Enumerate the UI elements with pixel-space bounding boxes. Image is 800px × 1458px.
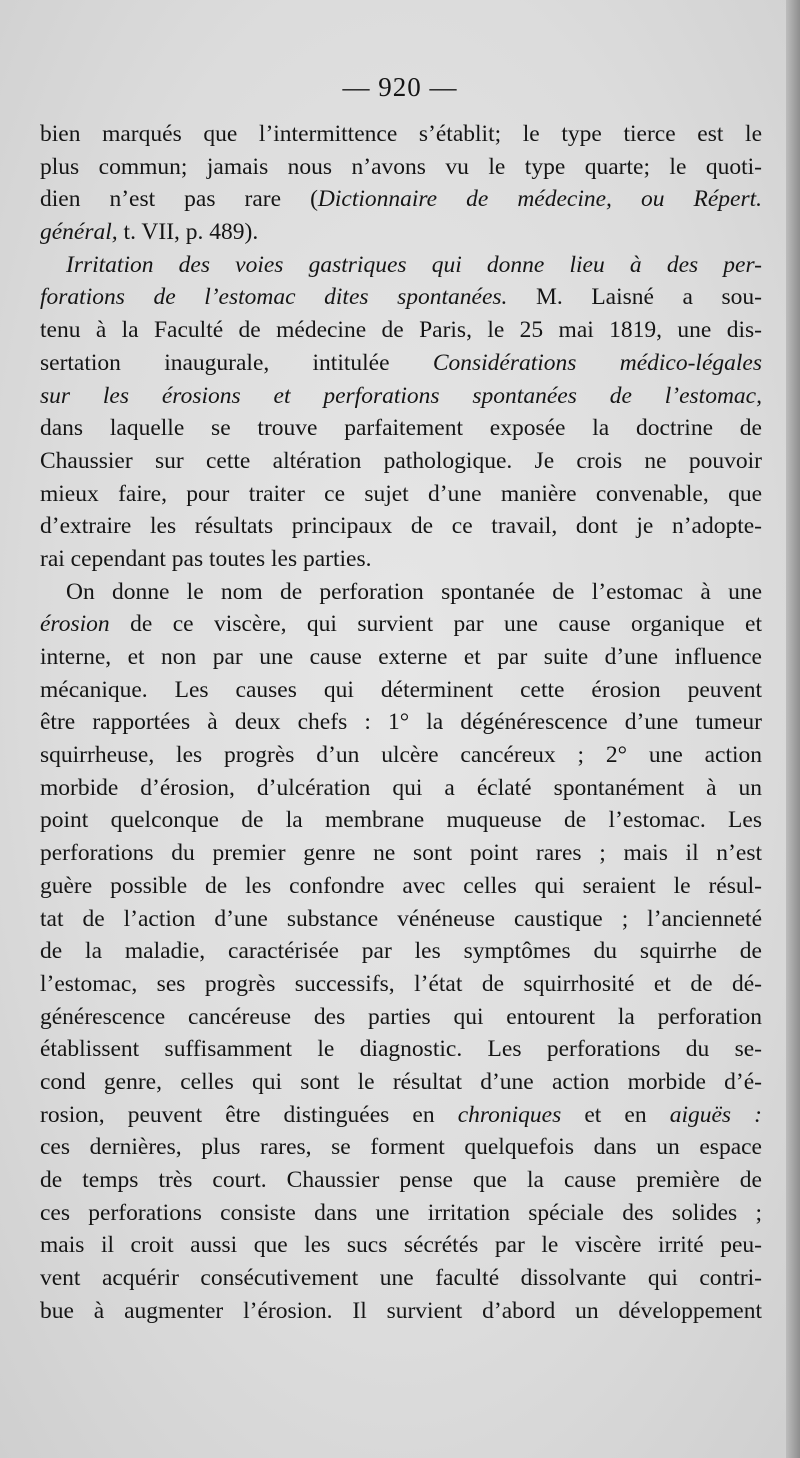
italic-text: général, bbox=[40, 219, 118, 246]
text-segment: On donne le nom de perforation spontanée de l’estomac à une bbox=[66, 578, 762, 605]
text-segment: bue à augmenter l’érosion. Il survient d’abord un développement bbox=[40, 1297, 762, 1324]
text-line bbox=[40, 1295, 762, 1328]
text-segment: de ce viscère, qui survient par une cause organique et bbox=[109, 611, 762, 638]
text-segment: M. Laisné a sou- bbox=[507, 284, 763, 311]
text-segment: bien marqués que l’intermittence s’établit; le type tierce est le bbox=[40, 121, 762, 147]
text-line bbox=[40, 1033, 762, 1066]
body-text bbox=[40, 118, 762, 1327]
text-line bbox=[40, 412, 762, 445]
text-segment: interne, et non par une cause externe et par suite d’une influence bbox=[40, 644, 762, 670]
text-segment: point quelconque de la membrane muqueuse de l’estomac. Les bbox=[40, 807, 762, 834]
text-line bbox=[40, 281, 762, 314]
text-line bbox=[40, 674, 762, 707]
text-segment: et en bbox=[561, 1101, 670, 1128]
text-segment: t. VII, p. 489). bbox=[117, 219, 259, 246]
text-segment: perforations du premier genre ne sont point rares ; mais il n’est bbox=[40, 840, 762, 867]
text-line bbox=[40, 870, 762, 903]
text-line bbox=[40, 1001, 762, 1034]
text-line bbox=[40, 968, 762, 1001]
text-segment: mais il croit aussi que les sucs sécrétés par le viscère irrité peu- bbox=[40, 1232, 762, 1259]
text-line bbox=[40, 576, 762, 609]
text-segment: ces dernières, plus rares, se forment quelquefois dans un espace bbox=[40, 1134, 762, 1161]
text-line bbox=[40, 935, 762, 968]
text-line bbox=[40, 739, 762, 772]
text-segment: de temps très court. Chaussier pense que la cause première de bbox=[40, 1167, 762, 1193]
text-segment: établissent suffisamment le diagnostic. Les perforations du se- bbox=[40, 1036, 762, 1063]
text-line bbox=[40, 903, 762, 936]
italic-text: Irritation des voies gastriques qui donne lieu à des per- bbox=[66, 251, 762, 278]
text-segment: tenu à la Faculté de médecine de Paris, le 25 mai 1819, une dis- bbox=[40, 317, 762, 344]
text-segment: cond genre, celles qui sont le résultat d’une action morbide d’é- bbox=[40, 1068, 762, 1095]
page-number: — 920 — bbox=[342, 72, 458, 102]
text-line bbox=[40, 1164, 762, 1197]
text-segment: générescence cancéreuse des parties qui entourent la perforation bbox=[40, 1003, 762, 1030]
text-line bbox=[40, 1131, 762, 1164]
text-segment: mécanique. Les causes qui déterminent cette érosion peuvent bbox=[40, 676, 762, 703]
italic-text: forations de l’estomac dites spontanées. bbox=[40, 284, 508, 311]
text-line bbox=[40, 1229, 762, 1262]
text-line bbox=[40, 1066, 762, 1099]
italic-text: Dictionnaire de médecine, ou Répert. bbox=[317, 186, 762, 213]
text-line bbox=[40, 804, 762, 837]
text-line bbox=[40, 837, 762, 870]
text-segment: être rapportées à deux chefs : 1° la dégénérescence d’une tumeur bbox=[40, 709, 762, 736]
text-segment: plus commun; jamais nous n’avons vu le type quarte; le quoti- bbox=[40, 153, 762, 180]
italic-text: Considérations médico-légales bbox=[432, 349, 762, 376]
text-line bbox=[40, 1099, 762, 1132]
italic-text: chroniques bbox=[457, 1101, 562, 1128]
text-segment: ces perforations consiste dans une irritation spéciale des solides ; bbox=[40, 1199, 762, 1226]
text-line bbox=[40, 347, 762, 380]
italic-text: érosion bbox=[40, 611, 110, 638]
text-line bbox=[40, 706, 762, 739]
text-segment: sertation inaugurale, intitulée bbox=[40, 349, 433, 376]
text-segment: dans laquelle se trouve parfaitement exposée la doctrine de bbox=[40, 415, 762, 442]
italic-text: sur les érosions et perforations spontanées de l’estomac, bbox=[40, 382, 762, 409]
text-line bbox=[40, 608, 762, 641]
text-line bbox=[40, 641, 762, 674]
text-line bbox=[40, 543, 762, 576]
text-segment: vent acquérir consécutivement une faculté dissolvante qui contri- bbox=[40, 1265, 762, 1292]
page-edge-shadow bbox=[786, 0, 800, 1458]
text-line bbox=[40, 183, 762, 216]
text-segment: guère possible de les confondre avec celles qui seraient le résul- bbox=[40, 872, 762, 899]
text-line bbox=[40, 510, 762, 543]
text-line bbox=[40, 249, 762, 282]
text-line bbox=[40, 216, 762, 249]
text-line bbox=[40, 1197, 762, 1230]
text-segment: dien n’est pas rare ( bbox=[40, 186, 318, 213]
text-segment: mieux faire, pour traiter ce sujet d’une manière convenable, que bbox=[40, 480, 762, 507]
text-segment: d’extraire les résultats principaux de ce travail, dont je n’adopte- bbox=[40, 513, 762, 540]
text-segment: rosion, peuvent être distinguées en bbox=[40, 1101, 458, 1128]
text-segment: l’estomac, ses progrès successifs, l’état de squirrhosité et de dé- bbox=[40, 970, 762, 997]
text-segment: morbide d’érosion, d’ulcération qui a éclaté spontanément à un bbox=[40, 774, 762, 801]
text-segment: squirrheuse, les progrès d’un ulcère cancéreux ; 2° une action bbox=[40, 742, 762, 769]
text-segment: rai cependant pas toutes les parties. bbox=[40, 545, 372, 572]
italic-text: aiguës : bbox=[669, 1101, 763, 1128]
text-line bbox=[40, 478, 762, 511]
text-segment: Chaussier sur cette altération pathologique. Je crois ne pouvoir bbox=[40, 447, 762, 474]
text-line bbox=[40, 314, 762, 347]
text-line bbox=[40, 445, 762, 478]
text-line bbox=[40, 1262, 762, 1295]
text-segment: de la maladie, caractérisée par les symptômes du squirrhe de bbox=[40, 938, 762, 965]
text-line bbox=[40, 380, 762, 413]
text-line bbox=[40, 118, 762, 151]
text-segment: tat de l’action d’une substance vénéneuse caustique ; l’ancienneté bbox=[40, 905, 762, 932]
text-line bbox=[40, 772, 762, 805]
text-line bbox=[40, 151, 762, 184]
